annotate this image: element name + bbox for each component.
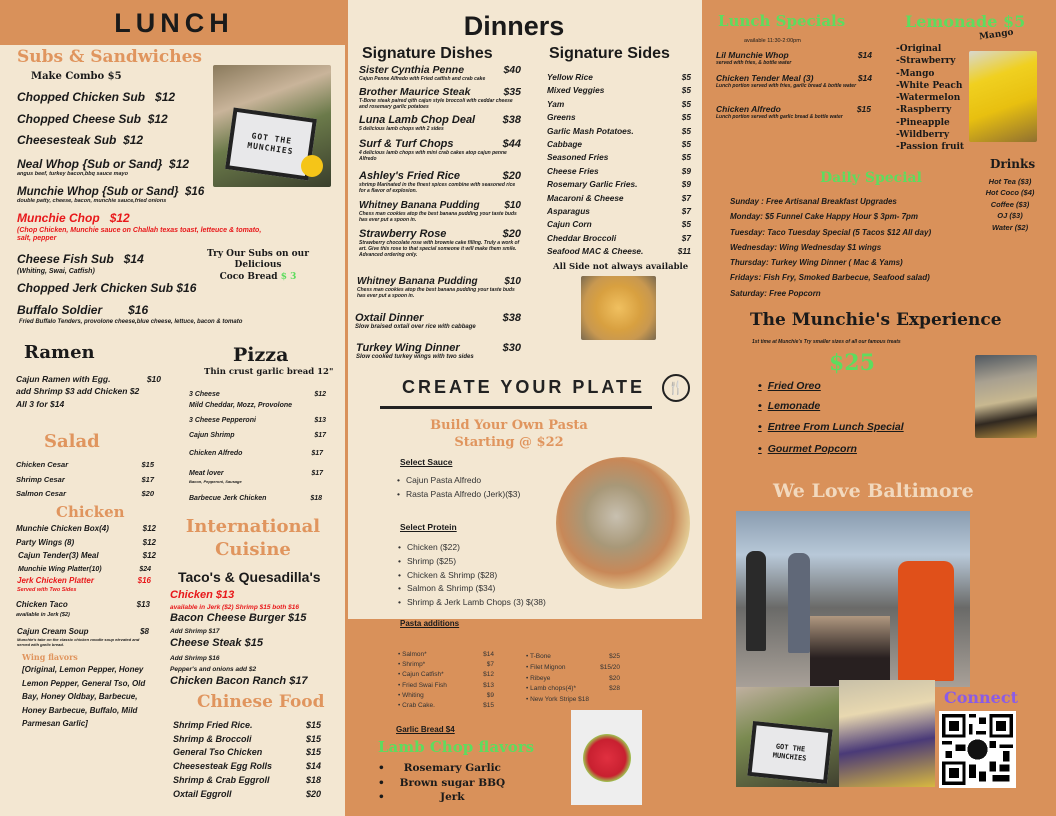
daily-item: Thursday: Turkey Wing Dinner ( Mac & Yams) <box>730 258 903 268</box>
lamb-flavor-list <box>378 761 520 805</box>
person-orange-jacket <box>898 561 954 681</box>
intl-ranch: Chicken Bacon Ranch $17 <box>170 675 308 687</box>
combo-note: Make Combo $5 <box>31 71 122 82</box>
side-item: Rosemary Garlic Fries. $9 <box>547 179 691 190</box>
side-item: Seafood MAC & Cheese. $11 <box>547 246 691 257</box>
flavor-item: -Watermelon <box>896 93 961 104</box>
drink-item: Water ($2) <box>991 222 1029 232</box>
menu-item: Shrimp Fried Rice. $15 <box>173 720 321 730</box>
marigold-flower <box>301 155 323 177</box>
dish-item: Oxtail Dinner $38 Slow braised oxtail over rice with cabbage <box>355 312 521 330</box>
addition-item: • Ribeye $20 <box>526 674 620 682</box>
menu-item: Shrimp & Crab Eggroll $18 <box>173 774 321 785</box>
flavor-item: -White Peach <box>896 80 963 91</box>
tacos-heading: Taco's & Quesadilla's <box>178 569 321 585</box>
munchie-experience-heading: The Munchie's Experience <box>750 310 1002 330</box>
mac-and-cheese-photo <box>581 276 656 340</box>
munchie-chop-desc: (Chop Chicken, Munchie sauce on Challah texas toast, letteuce & tomato, salt, pepper <box>17 227 262 243</box>
pizza-subheading: Thin crust garlic bread 12" <box>204 367 334 377</box>
signature-dishes-heading: Signature Dishes <box>362 45 493 62</box>
dish-item: Whitney Banana Pudding $10 Chess man cookies atop the best banana pudding your taste buds has ever put a spoon in. <box>359 200 521 223</box>
menu-item: Munchie Chicken Box(4) $12 <box>16 524 156 533</box>
experience-item: • Lemonade <box>758 400 904 421</box>
chicken-list <box>16 522 156 576</box>
side-item: Asparagus $7 <box>547 206 691 217</box>
soup-desc: Munchie's take on the classic chicken noodle soup elevated and served with garlic bread. <box>17 637 140 647</box>
we-love-baltimore-heading: We Love Baltimore <box>773 480 974 502</box>
utensils-icon: 🍴 <box>662 374 690 402</box>
intl-chicken: Chicken $13 <box>170 589 235 601</box>
menu-item: Chopped Cheese Sub $12 <box>17 112 168 126</box>
international-heading: International Cuisine <box>185 516 321 561</box>
build-pasta-heading: Build Your Own Pasta Starting @ $22 <box>430 418 588 450</box>
rose-cake <box>583 734 631 782</box>
addition-item: • Lamb chops(4)* $28 <box>526 685 620 693</box>
side-item: Macaroni & Cheese $7 <box>547 192 691 203</box>
pasta-additions-heading: Pasta additions <box>400 619 460 628</box>
strawberry-rose-photo <box>571 710 642 805</box>
lamb-flavor: • Brown sugar BBQ <box>378 776 506 789</box>
drink-item: OJ ($3) <box>997 211 1023 221</box>
side-item: Greens $5 <box>547 112 691 123</box>
daily-item: Sunday : Free Artisanal Breakfast Upgrades <box>730 197 897 206</box>
menu-item: Cheese Fish Sub $14 <box>17 252 144 266</box>
person-figure <box>788 553 810 653</box>
lemonade-flavors <box>896 43 964 154</box>
protein-option: • Shrimp & Jerk Lamb Chops (3) $(38) <box>398 596 546 610</box>
dish-item: Surf & Turf Chops $44 4 delicious lamb chops with mini crab cakes atop cajun penne Alfredo <box>359 138 521 162</box>
select-sauce-heading: Select Sauce <box>400 457 453 467</box>
addition-item: • Salmon* $14 <box>398 651 494 658</box>
create-plate-title: CREATE YOUR PLATE <box>402 377 646 397</box>
menu-item-desc: Fried Buffalo Tenders, provolone cheese,blue cheese, lettuce, bacon & tomato <box>19 319 243 325</box>
chinese-heading: Chinese Food <box>197 692 325 712</box>
addition-item: • Fried Swai Fish $13 <box>398 681 494 689</box>
addition-item: • Whiting $9 <box>398 691 494 699</box>
side-item: Yellow Rice $5 <box>547 72 691 82</box>
dinners-title: Dinners <box>463 11 565 41</box>
addition-item: • Cajun Catfish* $12 <box>398 671 494 679</box>
experience-item: • Entree From Lunch Special <box>758 421 904 443</box>
sides-note: All Side not always available <box>553 262 689 272</box>
munchie-chop-item: Munchie Chop $12 <box>17 211 130 225</box>
experience-items <box>758 380 904 455</box>
dish-item: Brother Maurice Steak $35 T-Bone steak paired qith cajun style broccoli with ceddar cheese and rosemary garlic potatoes <box>359 86 521 110</box>
inset-photo <box>810 616 890 686</box>
select-protein-heading: Select Protein <box>400 522 457 532</box>
drinks-list <box>972 176 1048 233</box>
addition-item: • Filet Mignon $15/20 <box>526 663 620 671</box>
menu-item-desc: (Whiting, Swai, Catfish) <box>17 268 95 275</box>
chinese-list <box>173 719 321 801</box>
side-item: Cabbage $5 <box>547 139 691 150</box>
subs-list <box>17 90 212 212</box>
ramen-details: Cajun Ramen with Egg. $10 add Shrimp $3 add Chicken $2 All 3 for $14 <box>16 374 161 409</box>
panel-divider <box>345 45 348 816</box>
menu-item: Salmon Cesar $20 <box>16 489 154 498</box>
menu-item-desc: double patty, cheese, bacon, munchie sauce,fried onions <box>17 198 167 204</box>
menu-item: Chopped Jerk Chicken Sub $16 <box>17 281 197 295</box>
lunch-title: LUNCH <box>114 8 234 38</box>
dish-item: Whitney Banana Pudding $10 Chess man cookies atop the best banana pudding your taste buds has ever put a spoon in. <box>357 276 521 299</box>
qr-code-icon <box>942 714 1013 785</box>
menu-item: Neal Whop {Sub or Sand} $12 <box>17 157 190 171</box>
menu-item: 3 Cheese Pepperoni $13 <box>189 417 326 424</box>
subs-heading: Subs & Sandwiches <box>17 47 203 67</box>
baltimore-collage-products <box>839 680 935 787</box>
menu-item: Cajun Shrimp $17 <box>189 432 326 439</box>
additions-list-right <box>526 652 620 706</box>
side-item: Yam $5 <box>547 98 691 109</box>
lamb-flavor: • Rosemary Garlic <box>378 762 501 774</box>
pizza-list <box>189 391 326 502</box>
baltimore-collage-letterboard <box>736 687 839 787</box>
dish-item: Ashley's Fried Rice $20 shrimp Marinated in the finest spices combine with seasoned rice for a flavor of explosion. <box>359 170 521 194</box>
lunch-specials-hours: available 11:30-2:00pm <box>744 38 801 44</box>
flavor-item: -Mango <box>896 68 935 79</box>
ramen-heading: Ramen <box>24 342 95 363</box>
special-item: Chicken Tender Meal (3) $14 Lunch portion served with fries, garlic bread & bottle water <box>716 73 872 89</box>
popcorn-photo <box>975 355 1037 438</box>
menu-item: Munchie Whop {Sub or Sand} $16 <box>17 186 205 198</box>
coco-bread-note: Try Our Subs on our Delicious Coco Bread $ 3 <box>207 249 309 282</box>
menu-item: Munchie Wing Platter(10) $24 <box>18 565 151 573</box>
menu-item: Barbecue Jerk Chicken $18 <box>189 495 322 502</box>
sauce-option: • Rasta Pasta Alfredo (Jerk)($3) <box>397 487 520 501</box>
protein-list <box>398 541 546 610</box>
menu-item: General Tso Chicken $15 <box>173 747 321 758</box>
lemonade-heading: Lemonade $5 <box>905 12 1026 31</box>
daily-item: Saturday: Free Popcorn <box>730 288 821 298</box>
intl-chicken-desc: available in Jerk ($2) Shrimp $15 both $16 <box>170 604 299 611</box>
munchie-experience-subtitle: 1st time at Munchie's Try smaller sizes of all our famous treats <box>752 339 901 345</box>
intl-burger-desc: Add Shrimp $17 <box>170 628 220 635</box>
addition-item: • New York Stripe $18 <box>526 696 590 704</box>
drinks-heading: Drinks <box>990 157 1036 171</box>
flavor-item: -Pineapple <box>896 117 950 128</box>
addition-item: • Crab Cake. $15 <box>398 702 494 710</box>
menu-item: Cheesesteak Sub $12 <box>17 133 144 147</box>
menu-item: Buffalo Soldier $16 <box>17 303 149 317</box>
wing-flavors-heading: Wing flavors <box>22 652 78 662</box>
side-item: Cheddar Broccoli $7 <box>547 232 691 243</box>
dish-item: Turkey Wing Dinner $30 Slow cooked turkey wings with two sides <box>356 342 521 360</box>
experience-item: • Fried Oreo <box>758 380 904 400</box>
daily-item: Monday: $5 Funnel Cake Happy Hour $ 3pm- 7pm <box>730 212 919 222</box>
intl-steak-desc: Add Shrimp $16 Pepper's and onions add $2 <box>170 655 257 674</box>
lamb-chop-flavors-heading: Lamb Chop flavors <box>378 738 535 756</box>
menu-item: Cajun Tender(3) Meal $12 <box>18 551 156 560</box>
side-item: Seasoned Fries $5 <box>547 152 691 163</box>
taco-desc: available in Jerk ($2) <box>16 612 70 618</box>
person-figure <box>746 551 766 651</box>
dish-item: Strawberry Rose $20 Strawberry chocolate rose with brownie cake filling. Truly a work of art. Give this rose to that special someone it will make them smile. Advanced ordering only. <box>359 228 521 258</box>
addition-item: • Shrimp* $7 <box>398 661 494 669</box>
daily-item: Fridays: Fish Fry, Smoked Barbecue, Seafood salad) <box>730 273 930 283</box>
menu-item: Cheesesteak Egg Rolls $14 <box>173 761 321 772</box>
create-plate-underline <box>380 406 652 409</box>
garlic-bread-item: Garlic Bread $4 <box>396 725 455 734</box>
lamb-flavor: • Jerk <box>378 791 465 803</box>
daily-special-heading: Daily Special <box>820 170 922 186</box>
protein-option: • Chicken & Shrimp ($28) <box>398 569 546 583</box>
flavor-item: -Passion fruit <box>896 142 965 153</box>
menu-item: Shrimp & Broccoli $15 <box>173 733 321 744</box>
signature-dishes-list <box>355 64 521 361</box>
menu-item: Party Wings (8) $12 <box>16 537 156 547</box>
protein-option: • Chicken ($22) <box>398 541 546 555</box>
qr-code[interactable] <box>939 711 1016 788</box>
chicken-heading: Chicken <box>56 503 125 521</box>
side-item: Cheese Fries $9 <box>547 165 691 176</box>
got-the-munchies-photo <box>213 65 331 187</box>
letter-board: GOT THE MUNCHIES <box>225 107 317 180</box>
jerk-platter-desc: Served with Two Sides <box>17 587 77 593</box>
flavor-item: -Wildberry <box>896 130 950 141</box>
jerk-chicken-platter: Jerk Chicken Platter $16 <box>17 576 151 585</box>
experience-item: • Gourmet Popcorn <box>758 443 904 455</box>
connect-heading: Connect <box>944 688 1018 707</box>
drink-item: Coffee ($3) <box>990 199 1030 209</box>
signature-sides-list <box>547 71 691 259</box>
addition-item: • T-Bone $25 <box>526 653 620 660</box>
menu-item: Meat lover $17 <box>189 470 323 477</box>
salad-heading: Salad <box>44 431 100 452</box>
intl-steak: Cheese Steak $15 <box>170 637 263 649</box>
intl-burger: Bacon Cheese Burger $15 <box>170 612 307 624</box>
side-item: Cajun Corn $5 <box>547 219 691 230</box>
special-item: Chicken Alfredo $15 Lunch portion served with garlic bread & bottle water <box>716 104 871 120</box>
baltimore-collage-top <box>736 511 970 687</box>
daily-item: Wednesday: Wing Wednesday $1 wings <box>730 242 882 252</box>
menu-item: Shrimp Cesar $17 <box>16 474 154 484</box>
flavor-item: -Raspberry <box>896 105 952 116</box>
protein-option: • Salmon & Shrimp ($34) <box>398 582 546 596</box>
lunch-specials-list <box>716 50 872 120</box>
signature-sides-heading: Signature Sides <box>549 45 670 62</box>
mango-lemonade-photo <box>969 51 1037 142</box>
menu-item: 3 Cheese $12 <box>189 391 326 398</box>
flavor-item: -Strawberry <box>896 56 956 67</box>
mango-label: Mango <box>978 27 1015 43</box>
sauce-list <box>397 473 520 501</box>
menu-item: Chicken Cesar $15 <box>16 460 154 469</box>
dish-item: Sister Cynthia Penne $40 Cajun Penne Alfredo with Fried catfish and crab cake <box>359 64 521 82</box>
pizza-heading: Pizza <box>233 344 289 366</box>
menu-item-desc: Mild Cheddar, Mozz, Provolone <box>189 402 293 409</box>
pasta-photo <box>556 457 690 589</box>
drink-item: Hot Coco ($4) <box>985 188 1035 198</box>
letter-board: GOT THE MUNCHIES <box>747 721 832 784</box>
additions-list-left <box>398 650 494 711</box>
menu-item-desc: angus beef, turkey bacon,bbq sauce mayo <box>17 171 128 177</box>
menu-item-desc: Bacon, Pepperoni, Sausage <box>189 479 242 484</box>
cajun-cream-soup: Cajun Cream Soup $8 <box>17 627 149 636</box>
protein-option: • Shrimp ($25) <box>398 555 546 569</box>
side-item: Mixed Veggies $5 <box>547 85 691 96</box>
menu-item: Oxtail Eggroll $20 <box>173 788 321 799</box>
experience-price: $25 <box>829 350 875 376</box>
chicken-taco: Chicken Taco $13 <box>16 600 150 609</box>
drink-item: Hot Tea ($3) <box>988 177 1032 186</box>
salad-list <box>16 458 154 502</box>
menu-item: Chicken Alfredo $17 <box>189 450 323 457</box>
wing-flavors-list: [Original, Lemon Pepper, Honey Lemon Pepper, General Tso, Old Bay, Honey Oldbay, Barbecue, Honey Barbecue, Buffalo, Mild Parmesan Garlic] <box>22 665 146 728</box>
daily-special-list <box>730 194 931 301</box>
menu-item: Chopped Chicken Sub $12 <box>17 90 176 104</box>
side-item: Garlic Mash Potatoes. $5 <box>547 125 691 136</box>
flavor-item: -Original <box>896 44 942 54</box>
daily-item: Tuesday: Taco Tuesday Special (5 Tacos $12 All day) <box>730 227 932 237</box>
lunch-specials-heading: Lunch Specials <box>718 12 846 30</box>
dish-item: Luna Lamb Chop Deal $38 5 delicious lamb chops with 2 sides <box>359 114 521 132</box>
sauce-option: • Cajun Pasta Alfredo <box>397 473 520 487</box>
special-item: Lil Munchie Whop $14 served with fries, & bottle water <box>716 50 872 66</box>
